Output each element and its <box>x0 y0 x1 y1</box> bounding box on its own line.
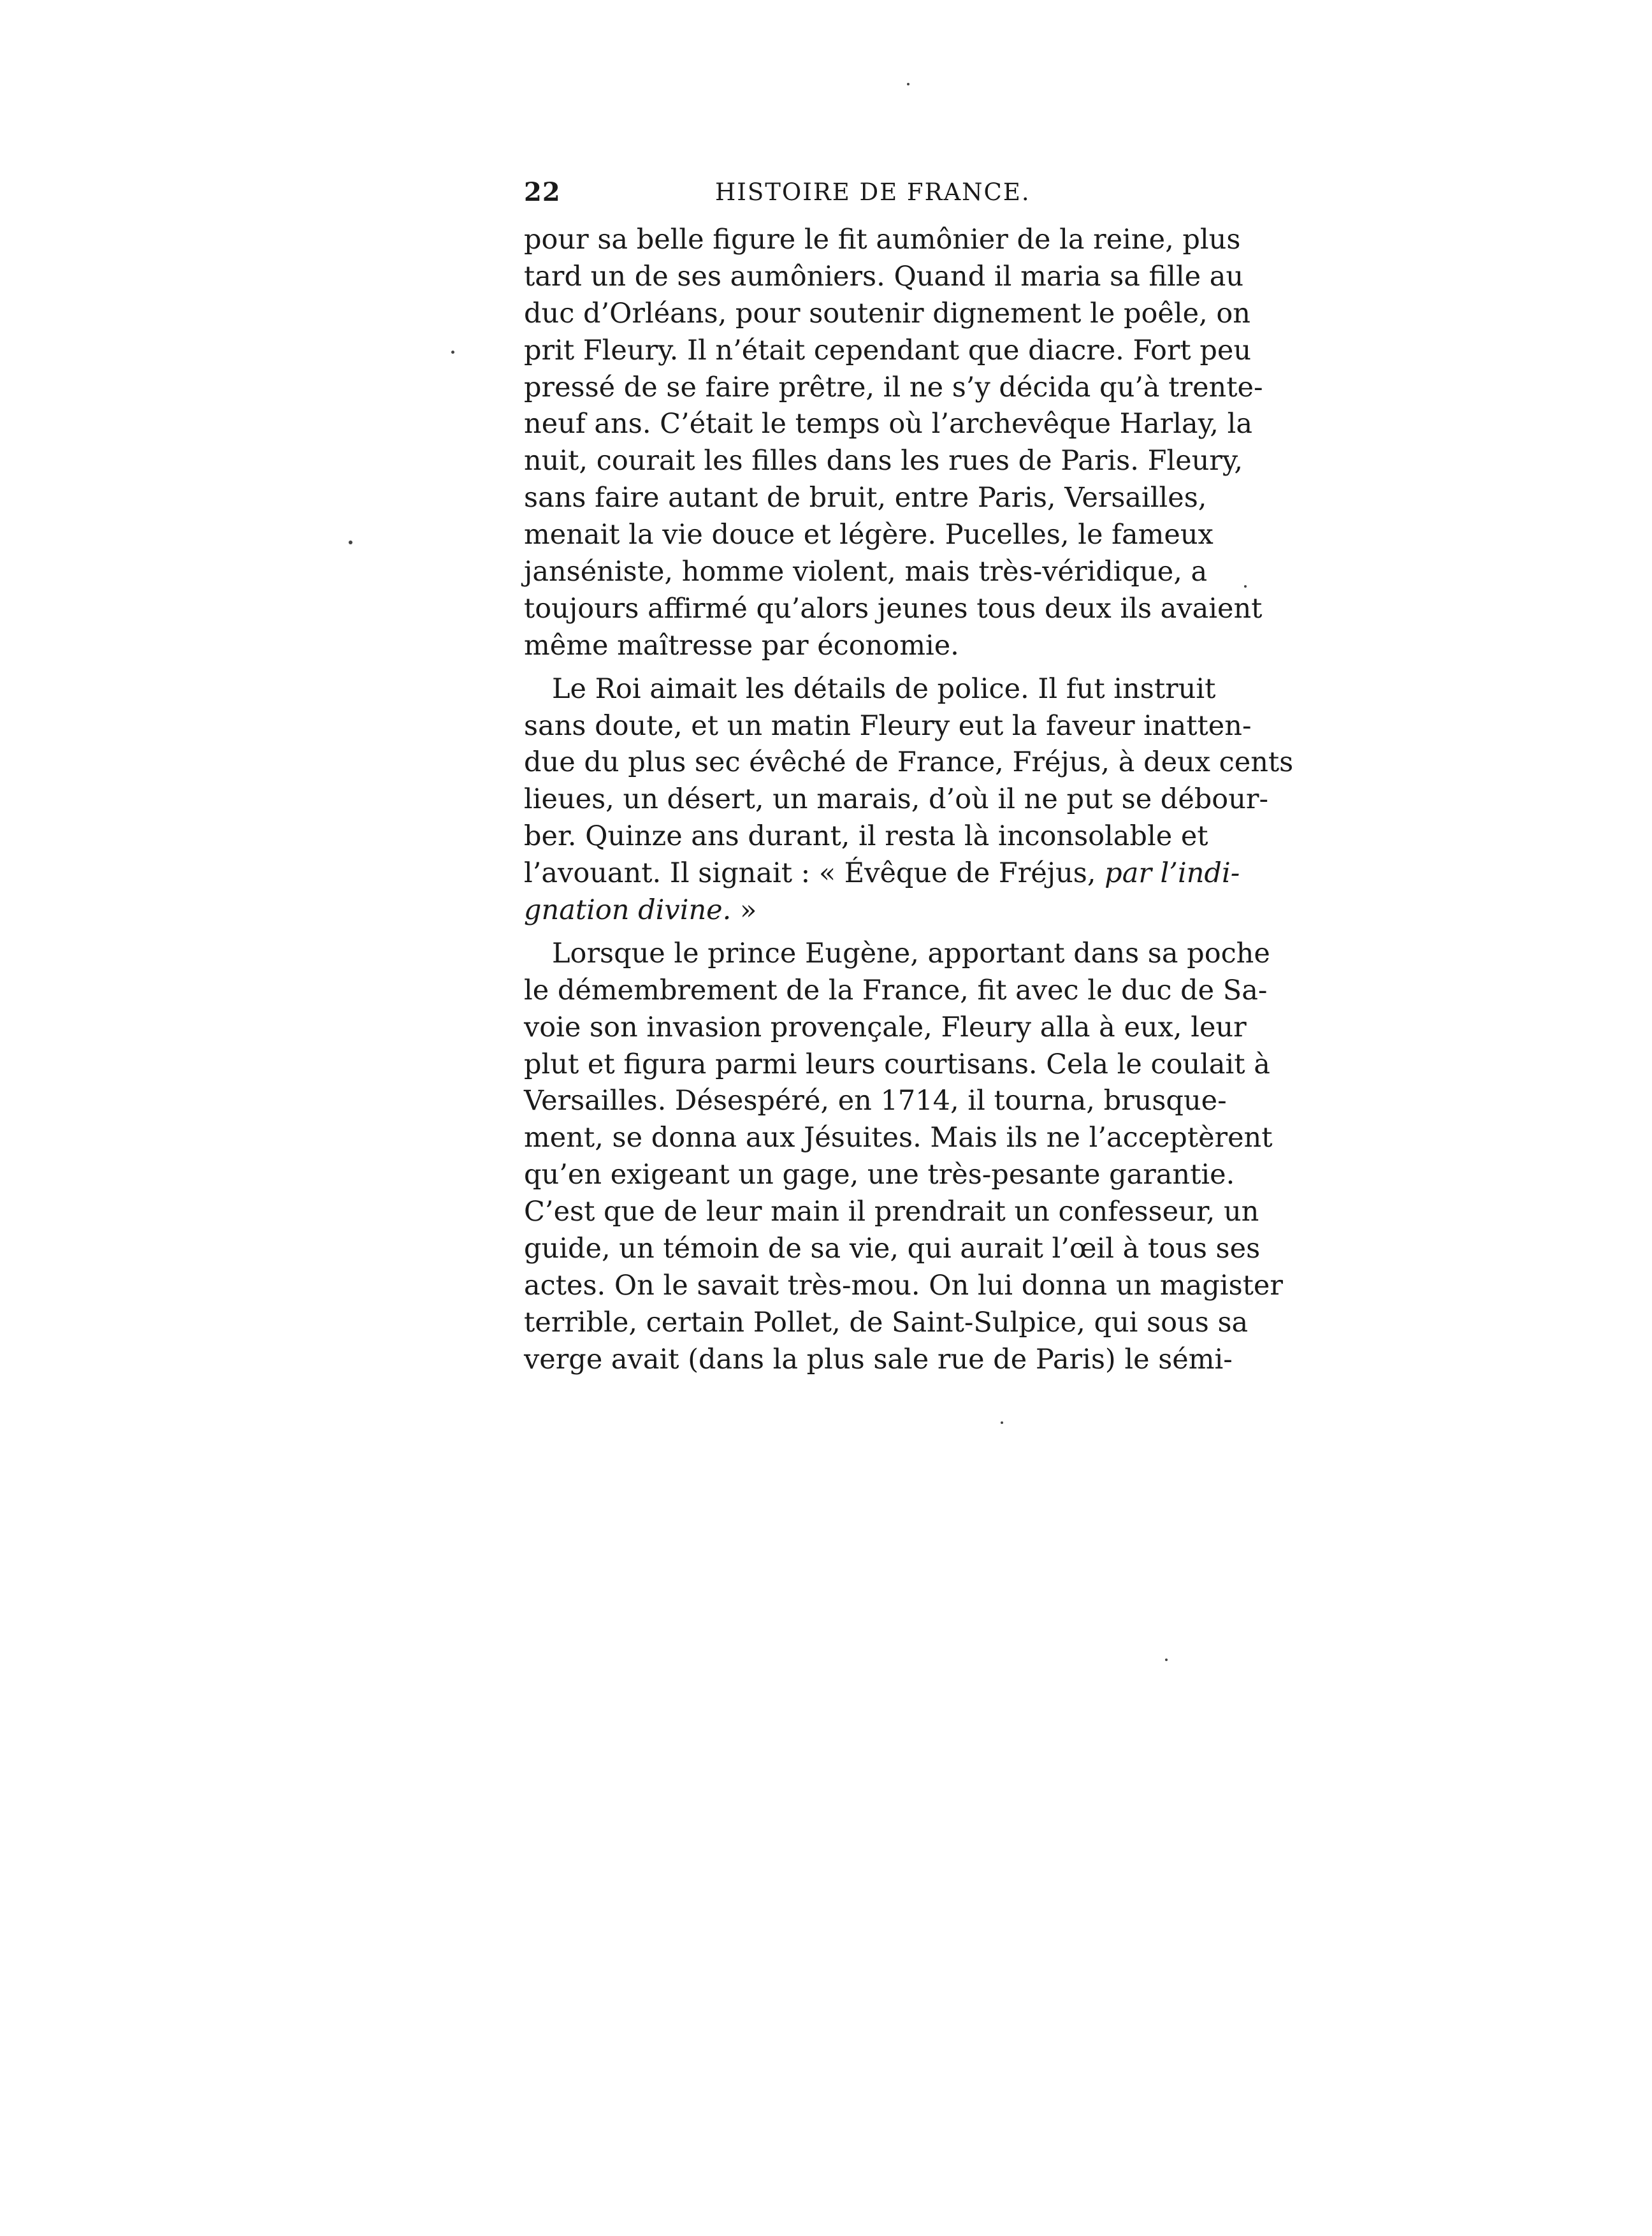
text-line: actes. On le savait très-mou. On lui donna un magister <box>524 1269 1283 1302</box>
text-line: menait la vie douce et légère. Pucelles, le fameux <box>524 519 1214 551</box>
text-line: toujours affirmé qu’alors jeunes tous deux ils avaient <box>524 592 1263 625</box>
scan-speck <box>907 83 909 85</box>
text-line: guide, un témoin de sa vie, qui aurait l’œil à tous ses <box>524 1233 1261 1265</box>
text-line: voie son invasion provençale, Fleury alla à eux, leur <box>524 1011 1247 1043</box>
text-line: janséniste, homme violent, mais très-véridique, a <box>524 556 1208 588</box>
text-line: prit Fleury. Il n’était cependant que diacre. Fort peu <box>524 334 1252 367</box>
text-line: nuit, courait les filles dans les rues de Paris. Fleury, <box>524 445 1243 477</box>
text-line: lieues, un désert, un marais, d’où il ne put se débour- <box>524 783 1268 816</box>
paragraph-1 <box>524 222 1263 665</box>
text-line: neuf ans. C’était le temps où l’archevêque Harlay, la <box>524 408 1252 440</box>
paragraph-3 <box>524 936 1283 1379</box>
text-line: C’est que de leur main il prendrait un confesseur, un <box>524 1196 1259 1228</box>
page-header <box>524 177 1203 215</box>
text-line: le démembrement de la France, fit avec le duc de Sa- <box>524 974 1268 1006</box>
text-line: Le Roi aimait les détails de police. Il fut instruit <box>552 672 1216 705</box>
text-line: même maîtresse par économie. <box>524 629 959 662</box>
text-line: tard un de ses aumôniers. Quand il maria sa fille au <box>524 260 1244 293</box>
text-run: l’avouant. Il signait : « Évêque de Fréjus, <box>524 857 1105 890</box>
text-line-mixed <box>524 855 1240 892</box>
text-line: verge avait (dans la plus sale rue de Paris) le sémi- <box>524 1343 1233 1376</box>
text-line: duc d’Orléans, pour soutenir dignement le poêle, on <box>524 297 1250 330</box>
text-line: ber. Quinze ans durant, il resta là inconsolable et <box>524 820 1208 853</box>
text-line: Versailles. Désespéré, en 1714, il tourna, brusque- <box>524 1085 1227 1117</box>
text-line: Lorsque le prince Eugène, apportant dans sa poche <box>552 937 1270 969</box>
italic-run: par l’indi- <box>1105 857 1240 890</box>
text-line: terrible, certain Pollet, de Saint-Sulpice, qui sous sa <box>524 1306 1249 1339</box>
scan-speck <box>349 541 352 544</box>
body-text <box>524 222 1294 1379</box>
text-line: ment, se donna aux Jésuites. Mais ils ne l’acceptèrent <box>524 1122 1273 1154</box>
text-line: sans faire autant de bruit, entre Paris, Versailles, <box>524 482 1207 514</box>
text-line: pour sa belle figure le fit aumônier de la reine, plus <box>524 224 1241 256</box>
text-line: sans doute, et un matin Fleury eut la faveur inatten- <box>524 709 1252 742</box>
text-run: » <box>731 894 757 927</box>
running-title: HISTOIRE DE FRANCE. <box>715 178 1031 206</box>
text-line: due du plus sec évêché de France, Fréjus, à deux cents <box>524 746 1294 779</box>
text-line: pressé de se faire prêtre, il ne s’y décida qu’à trente- <box>524 371 1263 403</box>
paragraph-2 <box>524 671 1294 929</box>
scan-speck <box>1244 585 1247 588</box>
scan-speck <box>1165 1659 1168 1661</box>
italic-run: gnation divine. <box>524 894 732 927</box>
text-line: plut et figura parmi leurs courtisans. Cela le coulait à <box>524 1048 1270 1080</box>
page-number: 22 <box>524 177 561 207</box>
scan-speck <box>451 351 454 354</box>
scan-speck <box>1001 1421 1003 1424</box>
text-line-mixed <box>524 892 1203 929</box>
text-line: qu’en exigeant un gage, une très-pesante garantie. <box>524 1159 1235 1191</box>
